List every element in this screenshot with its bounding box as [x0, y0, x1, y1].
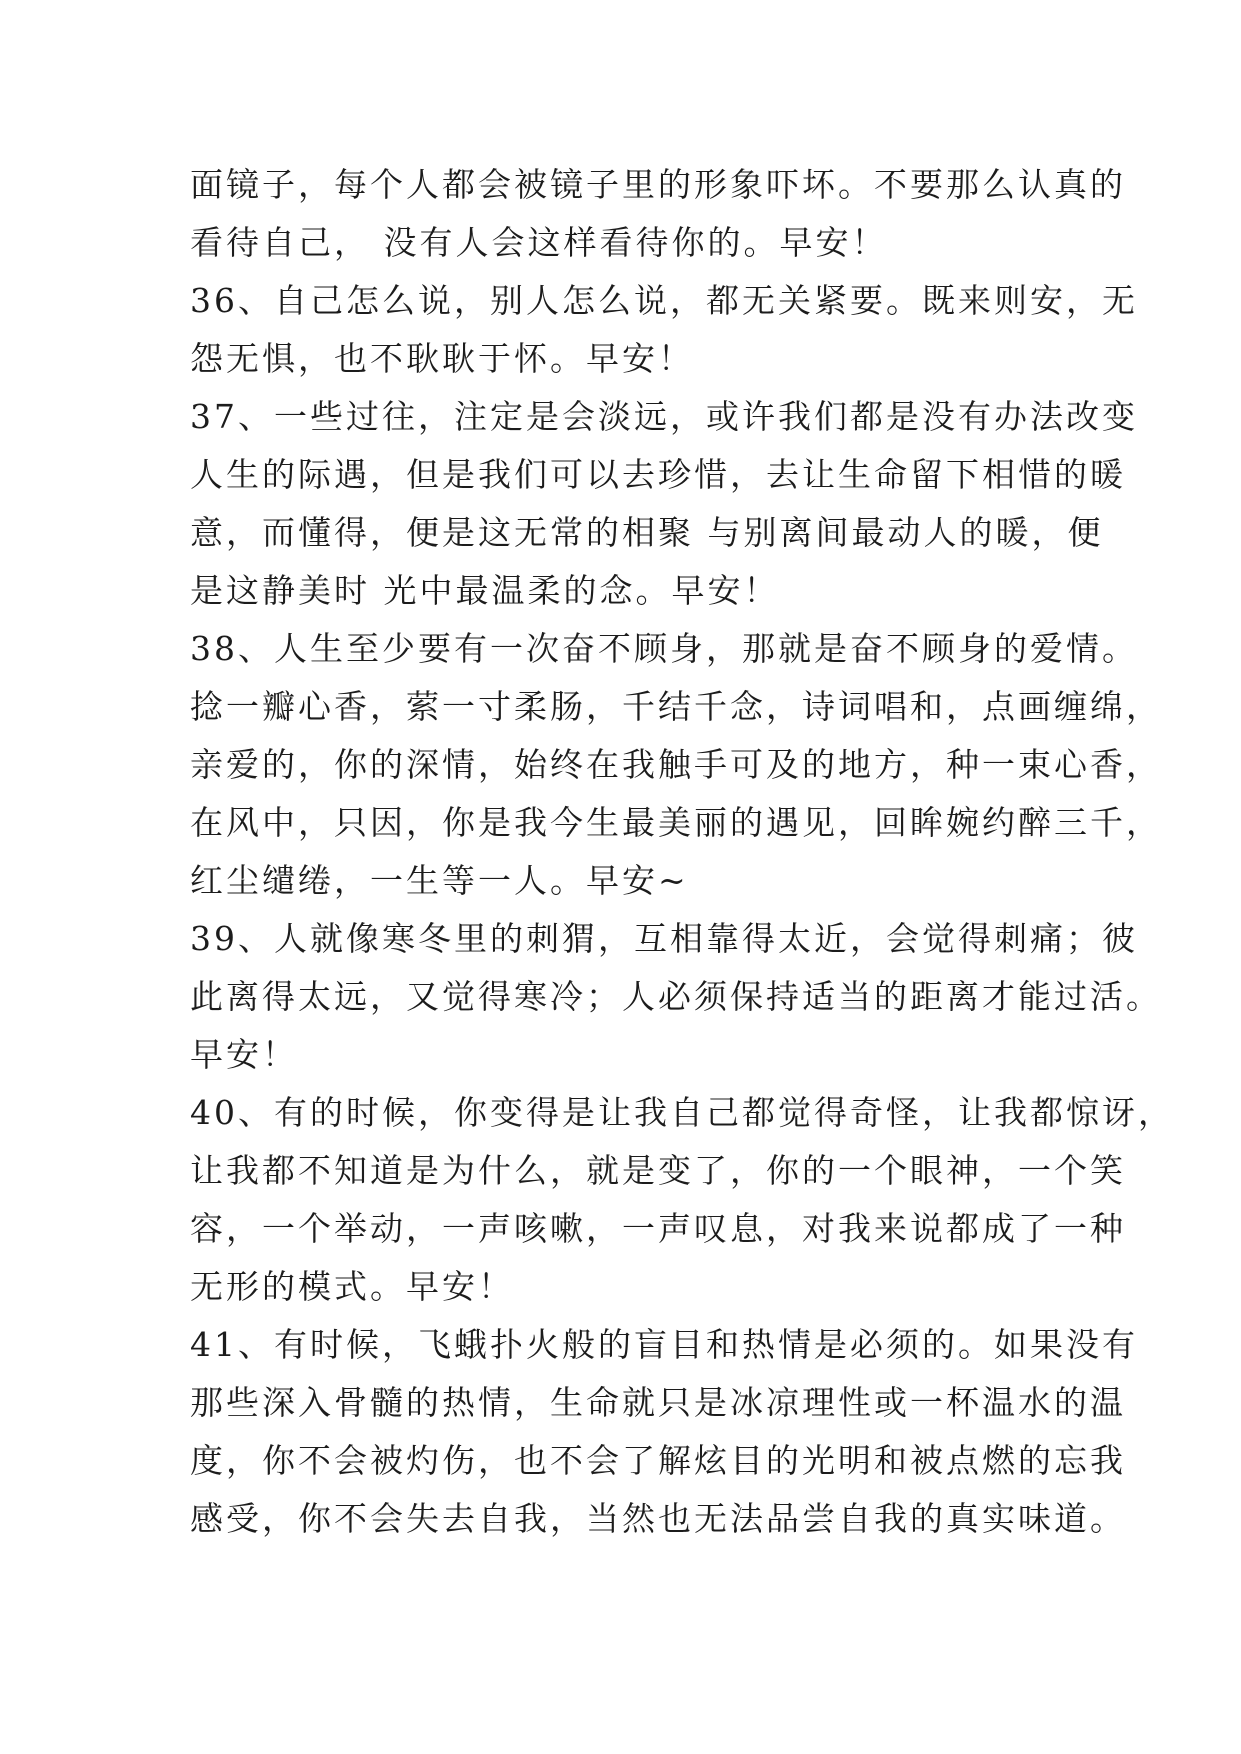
text-line: 在风中，只因，你是我今生最美丽的遇见，回眸婉约醉三千， — [190, 803, 1162, 842]
document-body — [190, 156, 1174, 1548]
text-line: 意，而懂得，便是这无常的相聚 与别离间最动人的暖，便 — [190, 513, 1104, 552]
text-line: 亲爱的，你的深情，始终在我触手可及的地方，种一束心香， — [190, 745, 1162, 784]
text-line: 红尘缱绻，一生等一人。早安~ — [190, 861, 689, 900]
text-line: 人生的际遇，但是我们可以去珍惜，去让生命留下相惜的暖 — [190, 455, 1126, 494]
text-line: 是这静美时 光中最温柔的念。早安！ — [190, 571, 780, 610]
text-line: 40、有的时候，你变得是让我自己都觉得奇怪，让我都惊讶， — [190, 1093, 1174, 1132]
text-line: 度，你不会被灼伤，也不会了解炫目的光明和被点燃的忘我 — [190, 1441, 1126, 1480]
text-line: 37、一些过往，注定是会淡远，或许我们都是没有办法改变 — [190, 397, 1138, 436]
text-line: 捻一瓣心香，萦一寸柔肠，千结千念，诗词唱和，点画缠绵， — [190, 687, 1162, 726]
text-line: 那些深入骨髓的热情，生命就只是冰凉理性或一杯温水的温 — [190, 1383, 1126, 1422]
text-line: 39、人就像寒冬里的刺猬，互相靠得太近，会觉得刺痛；彼 — [190, 919, 1138, 958]
text-line: 早安！ — [190, 1035, 298, 1074]
text-line: 容，一个举动，一声咳嗽，一声叹息，对我来说都成了一种 — [190, 1209, 1126, 1248]
text-line: 让我都不知道是为什么，就是变了，你的一个眼神，一个笑 — [190, 1151, 1126, 1190]
text-line: 38、人生至少要有一次奋不顾身，那就是奋不顾身的爱情。 — [190, 629, 1138, 668]
text-line: 怨无惧，也不耿耿于怀。早安！ — [190, 339, 694, 378]
text-line: 看待自己， 没有人会这样看待你的。早安！ — [190, 223, 888, 262]
text-line: 感受，你不会失去自我，当然也无法品尝自我的真实味道。 — [190, 1499, 1126, 1538]
text-line: 无形的模式。早安！ — [190, 1267, 514, 1306]
text-line: 41、有时候，飞蛾扑火般的盲目和热情是必须的。如果没有 — [190, 1325, 1138, 1364]
text-line: 此离得太远，又觉得寒冷；人必须保持适当的距离才能过活。 — [190, 977, 1162, 1016]
text-line: 36、自己怎么说，别人怎么说，都无关紧要。既来则安，无 — [190, 281, 1138, 320]
text-line: 面镜子，每个人都会被镜子里的形象吓坏。不要那么认真的 — [190, 165, 1126, 204]
